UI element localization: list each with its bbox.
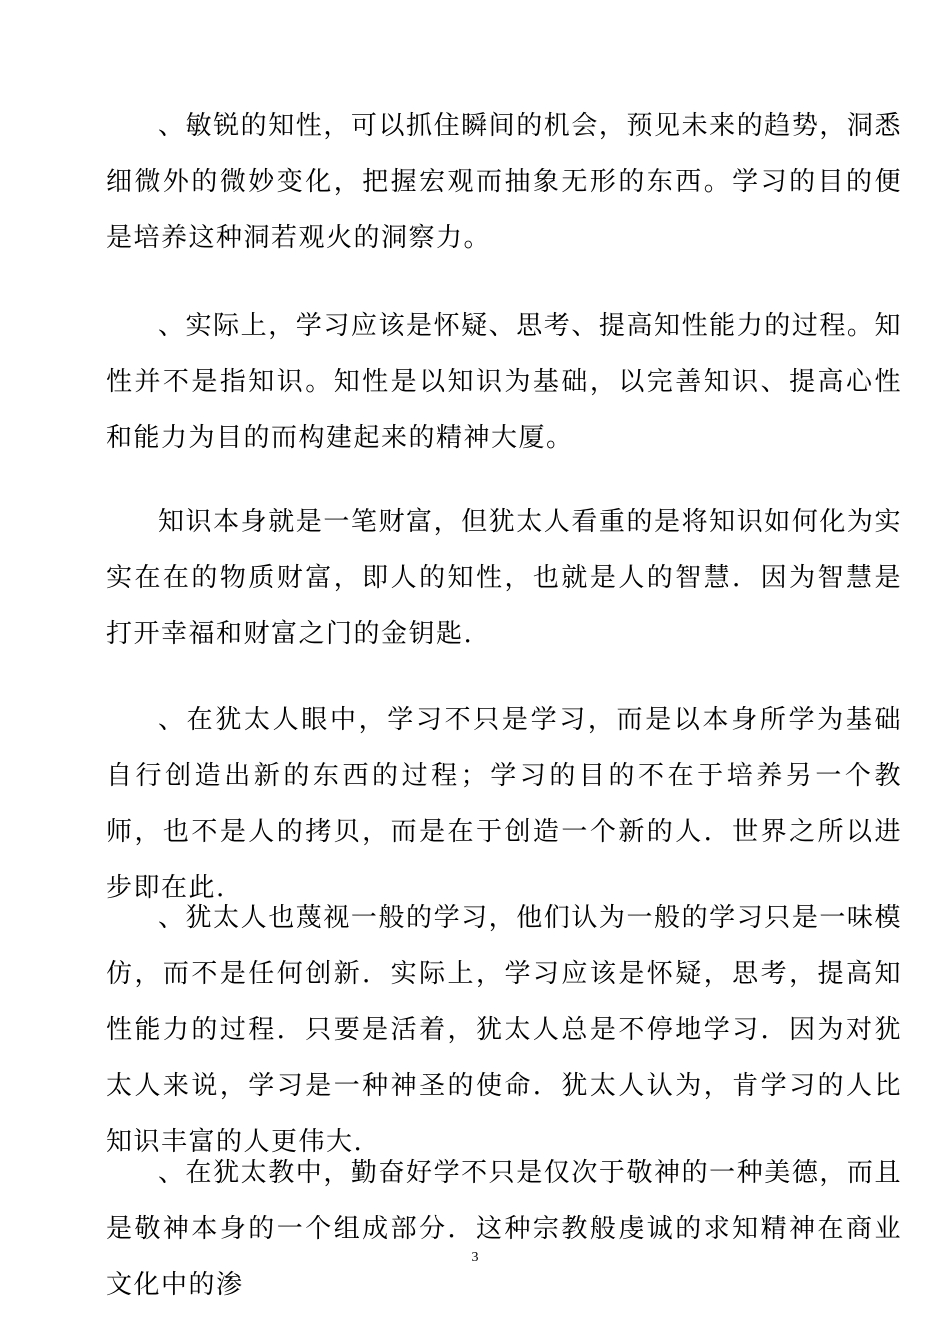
paragraph-3: 知识本身就是一笔财富，但犹太人看重的是将知识如何化为实实在在的物质财富，即人的知性，也就是人的智慧．因为智慧是打开幸福和财富之门的金钥匙.	[106, 507, 902, 649]
paragraph-4: 、在犹太人眼中，学习不只是学习，而是以本身所学为基础 自行创造出新的东西的过程；学习的目的不在于培养另一个教师，也不是人的拷贝，而是在于创造一个新的人．世界之所以进步即在此.	[106, 705, 902, 903]
paragraph-2: 、实际上，学习应该是怀疑、思考、提高知性能力的过程。知性并不是指知识。知性是以知识为基础，以完善知识、提高心性和能力为目的而构建起来的精神大厦。	[106, 311, 902, 453]
paragraph-5: 、犹太人也蔑视一般的学习，他们认为一般的学习只是一味模仿，而不是任何创新．实际上，学习应该是怀疑，思考，提高知性能力的过程．只要是活着，犹太人总是不停地学习．因为对犹太人来说，学习是一种神圣的使命．犹太人认为，肯学习的人比知识丰富的人更伟大.	[106, 903, 902, 1157]
paragraph-1: 、敏锐的知性，可以抓住瞬间的机会，预见未来的趋势，洞悉细微外的微妙变化，把握宏观而抽象无形的东西。学习的目的便是培养这种洞若观火的洞察力。	[106, 111, 902, 253]
paragraph-6: 、在犹太教中，勤奋好学不只是仅次于敬神的一种美德，而且是敬神本身的一个组成部分．这种宗教般虔诚的求知精神在商业文化中的渗	[106, 1158, 902, 1300]
page-number: 3	[471, 1250, 479, 1265]
